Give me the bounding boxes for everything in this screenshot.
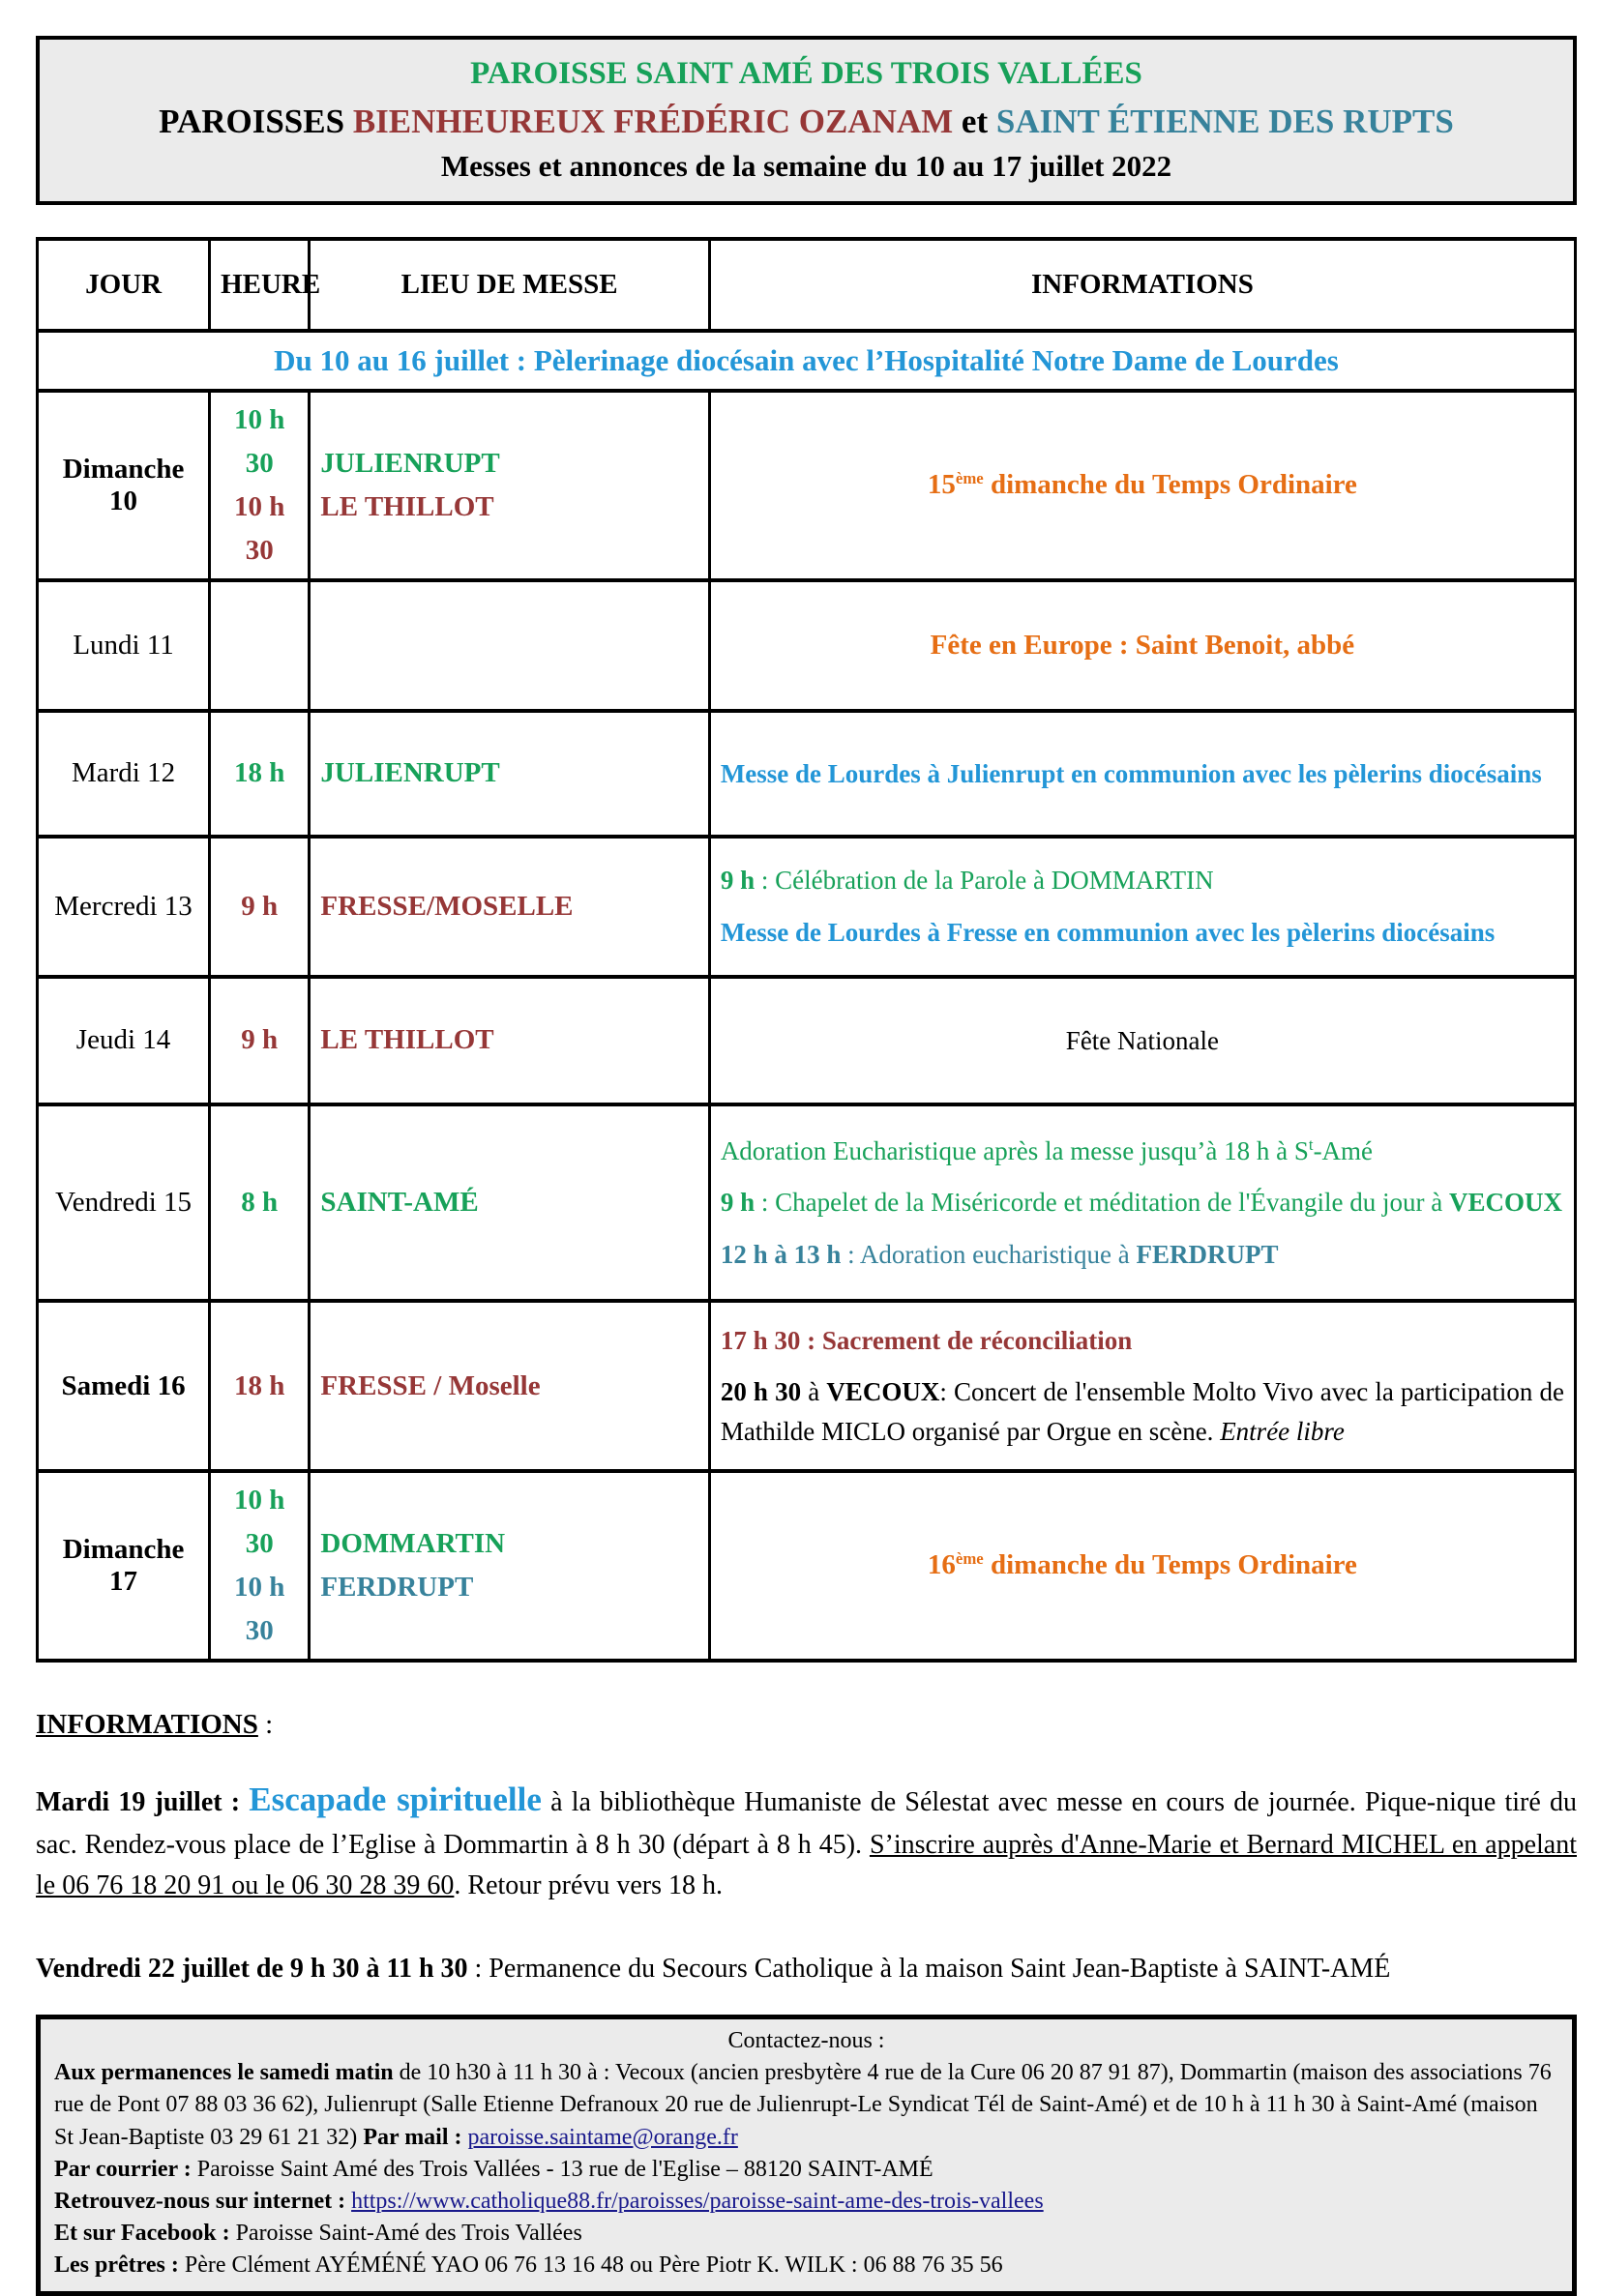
info-paragraph [721, 913, 1564, 953]
info-paragraph [721, 861, 1564, 900]
text-segment: Paroisse Saint Amé des Trois Vallées - 13 rue de l'Eglise – 88120 SAINT-AMÉ [191, 2156, 933, 2182]
mass-schedule-table [36, 237, 1577, 1663]
place-cell [310, 580, 709, 711]
time-cell [210, 580, 310, 711]
text-segment: Mardi 19 juillet : [36, 1786, 250, 1817]
day-cell: Mercredi 13 [38, 837, 210, 977]
column-header-informations: INFORMATIONS [709, 239, 1575, 331]
text-segment: Par mail : [363, 2124, 468, 2150]
time-cell [210, 711, 310, 837]
info-cell [709, 711, 1575, 837]
column-header-lieu: LIEU DE MESSE [310, 239, 709, 331]
text-segment: Messes et annonces de la semaine du 10 au 17 juillet 2022 [440, 148, 1172, 183]
informations-section [36, 1707, 1577, 1989]
place-cell [310, 837, 709, 977]
text-segment: LE THILLOT [320, 1024, 494, 1056]
text-segment: VECOUX [826, 1377, 940, 1407]
day-cell: Dimanche 17 [38, 1471, 210, 1661]
schedule-row [38, 580, 1576, 711]
time-cell [210, 391, 310, 580]
text-segment: Messe de Lourdes à Fresse en communion avec les pèlerins diocésains [720, 917, 1496, 947]
text-segment: 20 h 30 [720, 1377, 802, 1407]
text-segment: 9 h [241, 1024, 279, 1056]
text-segment: PAROISSE SAINT AMÉ DES TROIS VALLÉES [470, 56, 1142, 91]
info-paragraph [721, 1321, 1564, 1361]
text-segment: BIENHEUREUX FRÉDÉRIC OZANAM [352, 102, 954, 140]
hyperlink[interactable]: paroisse.saintame@orange.fr [467, 2124, 738, 2150]
info-paragraph [721, 1235, 1564, 1275]
info-paragraph [721, 1372, 1564, 1451]
header-box [36, 36, 1577, 205]
text-segment: à la bibliothèque Humaniste de Sélestat avec messe en cours de journée. Pique-nique tiré du sac. Rendez-vous place de l’Eglise à Dommartin à 8 h 30 (départ à 8 h 45). [36, 1786, 1577, 1861]
place-cell [310, 1301, 709, 1472]
info-paragraph [721, 1545, 1564, 1587]
text-segment: Par courrier : [54, 2156, 192, 2182]
text-segment: dimanche du Temps Ordinaire [983, 469, 1357, 501]
text-segment: SAINT-AMÉ [320, 1186, 479, 1218]
schedule-row [38, 391, 1576, 580]
info-cell [709, 1104, 1575, 1301]
text-segment: 10 h 30 [234, 490, 285, 566]
text-segment: -Amé [1313, 1135, 1374, 1165]
info-paragraph [721, 1183, 1564, 1222]
text-segment: SAINT ÉTIENNE DES RUPTS [995, 102, 1454, 140]
contact-box [36, 2015, 1577, 2296]
text-segment: 8 h [241, 1186, 279, 1218]
schedule-row [38, 1104, 1576, 1301]
schedule-row [38, 977, 1576, 1104]
text-segment: Père Clément AYÉMÉNÉ YAO 06 76 13 16 48 ou Père Piotr K. WILK : 06 88 76 35 56 [178, 2252, 1003, 2278]
time-cell [210, 837, 310, 977]
place-cell [310, 1104, 709, 1301]
contact-lines [54, 2057, 1558, 2281]
announcement-paragraph [36, 1775, 1577, 1907]
text-segment: FERDRUPT [320, 1572, 474, 1604]
text-segment: ème [955, 469, 984, 488]
text-segment: 9 h [241, 890, 279, 922]
text-segment: JULIENRUPT [320, 447, 500, 479]
text-segment: : Chapelet de la Miséricorde et méditation de l'Évangile du jour à [755, 1188, 1449, 1217]
pilgrimage-banner [38, 331, 1576, 391]
text-segment: Vendredi 22 juillet de 9 h 30 à 11 h 30 [36, 1954, 468, 1985]
info-cell [709, 1301, 1575, 1472]
text-segment: Fête Nationale [1065, 1025, 1219, 1055]
info-paragraph [721, 464, 1564, 507]
time-cell [210, 1471, 310, 1661]
contact-line [54, 2186, 1558, 2218]
info-cell [709, 1471, 1575, 1661]
schedule-row [38, 711, 1576, 837]
contact-line [54, 2218, 1558, 2250]
text-segment: 12 h à 13 h [720, 1239, 842, 1269]
text-segment: Fête en Europe : Saint Benoit, abbé [930, 629, 1355, 661]
contact-line [54, 2250, 1558, 2281]
text-segment: FERDRUPT [1136, 1239, 1279, 1269]
day-cell: Mardi 12 [38, 711, 210, 837]
contact-line [54, 2154, 1558, 2186]
text-segment: Messe de Lourdes à Julienrupt en communion avec les pèlerins diocésains [720, 758, 1542, 788]
info-paragraph [721, 625, 1564, 667]
text-segment: Et sur Facebook : [54, 2220, 230, 2246]
info-paragraph [721, 1021, 1564, 1061]
text-segment: DOMMARTIN [320, 1528, 506, 1560]
text-segment: et [953, 102, 996, 140]
schedule-row [38, 1471, 1576, 1661]
place-cell [310, 977, 709, 1104]
text-segment: JULIENRUPT [320, 757, 500, 789]
table-header-row [38, 239, 1576, 331]
text-segment: : Concert de l'ensemble Molto Vivo avec la participation de Mathilde MICLO organisé par Orgue en scène. [720, 1377, 1564, 1446]
day-cell: Lundi 11 [38, 580, 210, 711]
info-cell [709, 391, 1575, 580]
place-cell [310, 391, 709, 580]
text-segment: 10 h 30 [234, 1572, 285, 1647]
info-cell [709, 977, 1575, 1104]
text-segment: : Permanence du Secours Catholique à la maison Saint Jean-Baptiste à SAINT-AMÉ [467, 1954, 1391, 1985]
text-segment: Retrouvez-nous sur internet : [54, 2188, 352, 2214]
time-cell [210, 1301, 310, 1472]
text-segment: : [257, 1709, 274, 1740]
contact-title: Contactez-nous : [727, 2028, 885, 2054]
schedule-row [38, 837, 1576, 977]
text-segment: PAROISSES [159, 102, 353, 140]
text-segment: dimanche du Temps Ordinaire [983, 1549, 1357, 1581]
text-segment: 18 h [234, 1369, 285, 1401]
text-segment: à [801, 1377, 827, 1407]
info-cell [709, 837, 1575, 977]
text-segment: 17 h 30 : Sacrement de réconciliation [720, 1325, 1133, 1355]
contact-line [54, 2057, 1558, 2153]
time-cell [210, 1104, 310, 1301]
text-segment: Escapade spirituelle [249, 1780, 542, 1818]
text-segment: FRESSE/MOSELLE [320, 890, 574, 922]
text-segment: de 10 h30 à 11 h 30 à : Vecoux (ancien presbytère 4 rue de la Cure 06 20 87 91 87), Dommartin (maison des associations 76 rue de Pont 07 88 03 36 62), Julienrupt (Salle Etienne Defranoux 20 rue de Julienrupt-Le Syndicat Tél de Saint-Amé) et de 10 h à 11 h 30 à Saint-Amé (maison St Jean-Baptiste 03 29 61 21 32) [54, 2060, 1552, 2150]
day-cell: Dimanche 10 [38, 391, 210, 580]
text-segment: Adoration Eucharistique après la messe jusqu’à 18 h à S [720, 1135, 1309, 1165]
text-segment: FRESSE / Moselle [320, 1369, 541, 1401]
text-segment: Aux permanences le samedi matin [54, 2060, 394, 2086]
hyperlink[interactable]: https://www.catholique88.fr/paroisses/paroisse-saint-ame-des-trois-vallees [351, 2188, 1044, 2214]
day-cell: Samedi 16 [38, 1301, 210, 1472]
announcement-paragraph [36, 1949, 1577, 1989]
text-segment: Entrée libre [1220, 1416, 1345, 1446]
text-segment: 10 h 30 [234, 404, 285, 479]
text-segment: t [1308, 1134, 1314, 1154]
day-cell: Jeudi 14 [38, 977, 210, 1104]
text-segment: INFORMATIONS [36, 1709, 258, 1740]
info-cell [709, 580, 1575, 711]
text-segment: S’inscrire auprès d'Anne-Marie et Bernard MICHEL en appelant le 06 76 18 20 91 ou le 06 30 28 39 60 [36, 1830, 1577, 1901]
informations-heading [36, 1707, 1577, 1744]
week-subtitle [49, 145, 1563, 187]
parish-title-1 [49, 51, 1563, 98]
text-segment: 16 [927, 1549, 956, 1581]
text-segment: VECOUX [1448, 1188, 1562, 1217]
text-segment: : Adoration eucharistique à [841, 1239, 1137, 1269]
parish-title-2 [49, 98, 1563, 145]
text-segment: 15 [927, 469, 956, 501]
text-segment: Du 10 au 16 juillet : Pèlerinage diocésain avec l’Hospitalité Notre Dame de Lourdes [274, 343, 1339, 377]
text-segment: Les prêtres : [54, 2252, 179, 2278]
column-header-jour: JOUR [38, 239, 210, 331]
text-segment: LE THILLOT [320, 490, 494, 522]
text-segment: 9 h [720, 1188, 756, 1217]
text-segment: 9 h [720, 866, 756, 896]
schedule-body [38, 391, 1576, 1661]
text-segment: 10 h 30 [234, 1485, 285, 1560]
text-segment: 18 h [234, 757, 285, 789]
schedule-row [38, 1301, 1576, 1472]
place-cell [310, 711, 709, 837]
place-cell [310, 1471, 709, 1661]
day-cell: Vendredi 15 [38, 1104, 210, 1301]
time-cell [210, 977, 310, 1104]
text-segment: ème [955, 1549, 984, 1569]
text-segment: Paroisse Saint-Amé des Trois Vallées [229, 2220, 582, 2246]
info-paragraph [721, 1132, 1564, 1171]
pilgrimage-banner-row [38, 331, 1576, 391]
info-paragraph [721, 754, 1564, 794]
text-segment: . Retour prévu vers 18 h. [454, 1870, 724, 1901]
column-header-heure: HEURE [210, 239, 310, 331]
text-segment: : Célébration de la Parole à DOMMARTIN [755, 866, 1214, 896]
